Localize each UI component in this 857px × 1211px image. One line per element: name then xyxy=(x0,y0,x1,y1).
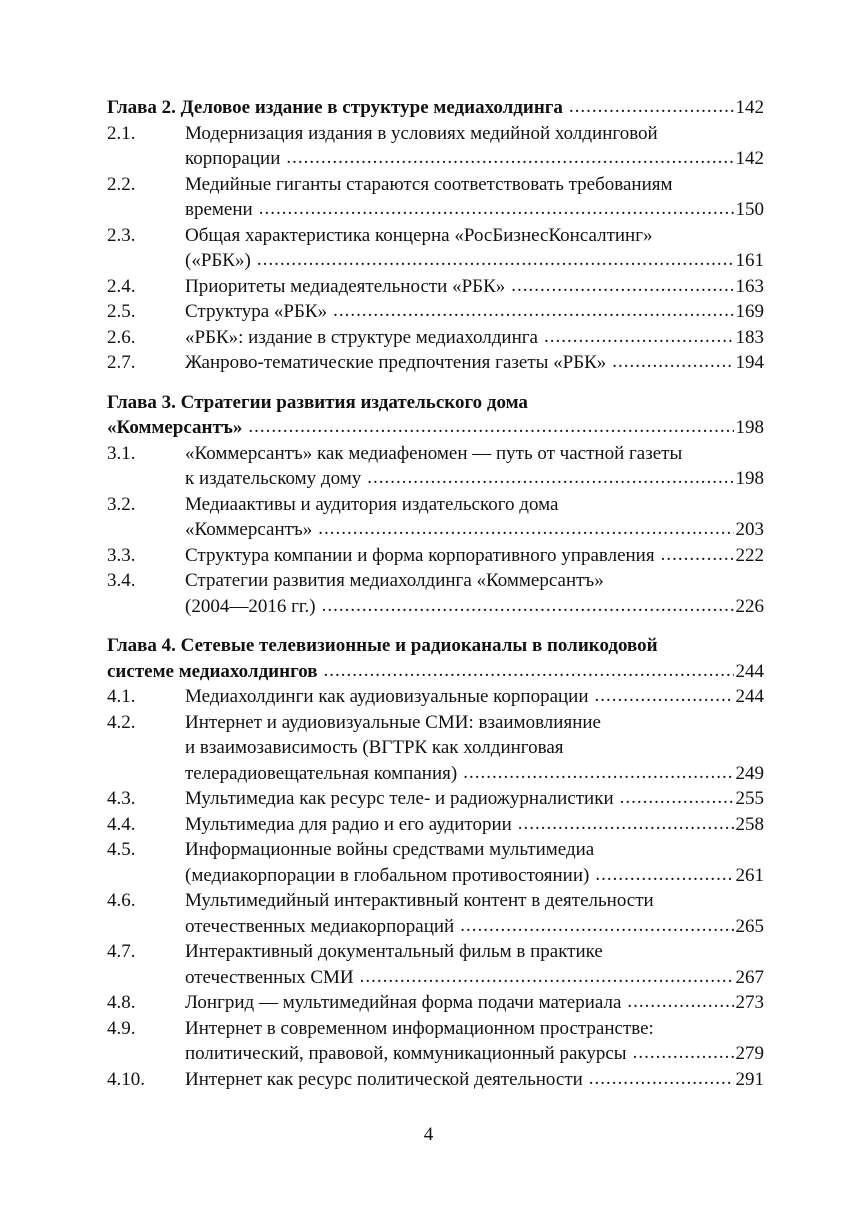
section-title-text: «Коммерсантъ» xyxy=(185,519,313,540)
chapter-heading xyxy=(107,633,764,684)
section-title-line xyxy=(185,543,764,569)
section-number: 2.1. xyxy=(107,122,136,144)
toc-entry xyxy=(107,350,764,376)
section-title-line xyxy=(185,1041,764,1067)
table-of-contents xyxy=(107,95,764,1102)
dot-leader xyxy=(589,1066,734,1092)
section-title-text: Мультимедиа как ресурс теле- и радиожурналистики xyxy=(185,788,614,809)
section-title-line xyxy=(185,786,764,812)
section-title-text: Медийные гиганты стараются соответствовать требованиям xyxy=(185,173,673,195)
dot-leader xyxy=(569,94,734,120)
section-title-line xyxy=(185,812,764,838)
section-title-line xyxy=(185,1016,764,1042)
chapter-heading xyxy=(107,390,764,441)
section-number: 4.5. xyxy=(107,839,136,860)
chapter-title-text: Глава 2. Деловое издание в структуре медиахолдинга xyxy=(107,97,563,118)
section-page-number: 265 xyxy=(735,915,764,937)
section-title-line xyxy=(185,248,764,274)
section-title-text: Общая характеристика концерна «РосБизнесКонсалтинг» xyxy=(185,224,653,246)
section-title-text: Интернет в современном информационном пространстве: xyxy=(185,1017,654,1039)
chapter-title-text: Глава 3. Стратегии развития издательского дома xyxy=(107,391,528,413)
section-page-number: 183 xyxy=(735,326,764,348)
section-page-number: 226 xyxy=(735,595,764,617)
section-number: 4.10. xyxy=(107,1068,145,1090)
section-page-number: 198 xyxy=(735,468,764,489)
toc-entry xyxy=(107,568,764,619)
dot-leader xyxy=(661,542,734,568)
section-title xyxy=(179,1067,764,1093)
section-title-text: Модернизация издания в условиях медийной холдинговой xyxy=(185,122,658,144)
section-title-text: телерадиовещательная компания) xyxy=(185,762,458,784)
section-number: 4.9. xyxy=(107,1017,136,1039)
section-number: 4.3. xyxy=(107,788,136,809)
section-page-number: 169 xyxy=(735,301,764,322)
dot-leader xyxy=(460,913,733,939)
section-title xyxy=(179,350,764,376)
section-page-number: 291 xyxy=(735,1068,764,1090)
dot-leader xyxy=(463,760,733,786)
section-title-text: «Коммерсантъ» как медиафеномен — путь от частной газеты xyxy=(185,442,683,464)
toc-entry xyxy=(107,274,764,300)
section-title xyxy=(179,1016,764,1067)
toc-entry xyxy=(107,888,764,939)
toc-entry xyxy=(107,837,764,888)
dot-leader xyxy=(511,273,733,299)
dot-leader xyxy=(544,324,734,350)
section-title-text: Приоритеты медиадеятельности «РБК» xyxy=(185,275,506,297)
dot-leader xyxy=(633,1040,734,1066)
section-title-text: Интернет как ресурс политической деятельности xyxy=(185,1068,583,1090)
section-title-text: («РБК») xyxy=(185,250,251,271)
chapter-title-text: Глава 4. Сетевые телевизионные и радиоканалы в поликодовой xyxy=(107,635,658,656)
section-page-number: 255 xyxy=(735,788,764,809)
section-title-line xyxy=(185,761,764,787)
section-title-text: корпорации xyxy=(185,148,281,169)
toc-entry xyxy=(107,990,764,1016)
chapter-heading xyxy=(107,95,764,121)
dot-leader xyxy=(248,414,733,440)
section-title-text: Жанрово-тематические предпочтения газеты «РБК» xyxy=(185,352,607,373)
section-number: 4.1. xyxy=(107,686,136,707)
section-page-number: 163 xyxy=(735,275,764,297)
toc-entry xyxy=(107,299,764,325)
chapter-title-text: «Коммерсантъ» xyxy=(107,417,243,438)
section-title xyxy=(179,172,764,223)
section-title xyxy=(179,710,764,787)
section-title-line xyxy=(185,990,764,1016)
section-title-text: Медиахолдинги как аудиовизуальные корпорации xyxy=(185,686,589,707)
section-title-line xyxy=(185,441,764,467)
section-title-line xyxy=(185,735,764,761)
chapter-title-line xyxy=(107,415,764,441)
section-title-line xyxy=(185,863,764,889)
section-title-line xyxy=(185,274,764,300)
section-title-text: Структура «РБК» xyxy=(185,301,328,322)
section-page-number: 150 xyxy=(735,199,764,220)
section-page-number: 267 xyxy=(735,966,764,988)
dot-leader xyxy=(367,465,733,491)
section-title xyxy=(179,121,764,172)
section-title xyxy=(179,325,764,351)
section-number: 2.7. xyxy=(107,352,136,373)
toc-entry xyxy=(107,710,764,787)
section-title-line xyxy=(185,350,764,376)
section-title-text: Лонгрид — мультимедийная форма подачи материала xyxy=(185,992,622,1013)
section-page-number: 142 xyxy=(735,148,764,169)
section-title-text: и взаимозависимость (ВГТРК как холдинговая xyxy=(185,737,564,758)
section-title-line xyxy=(185,146,764,172)
section-title xyxy=(179,888,764,939)
section-number: 3.4. xyxy=(107,570,136,591)
section-title-line xyxy=(185,965,764,991)
section-title-line xyxy=(185,172,764,198)
section-title-line xyxy=(185,888,764,914)
chapter-title-line xyxy=(107,390,764,416)
section-page-number: 222 xyxy=(735,544,764,566)
section-number: 2.5. xyxy=(107,301,136,322)
section-title-line xyxy=(185,325,764,351)
section-title-line xyxy=(185,684,764,710)
toc-entry xyxy=(107,492,764,543)
section-page-number: 279 xyxy=(735,1043,764,1064)
toc-entry xyxy=(107,684,764,710)
section-title-text: отечественных медиакорпораций xyxy=(185,915,455,937)
section-title-text: времени xyxy=(185,199,253,220)
toc-entry xyxy=(107,1016,764,1067)
section-title xyxy=(179,812,764,838)
chapter-page-number: 198 xyxy=(735,417,764,438)
dot-leader xyxy=(518,811,734,837)
section-title-line xyxy=(185,914,764,940)
section-page-number: 194 xyxy=(735,352,764,373)
section-title xyxy=(179,441,764,492)
dot-leader xyxy=(286,145,733,171)
section-number: 3.1. xyxy=(107,442,136,464)
section-number: 2.4. xyxy=(107,275,136,297)
chapter-title-line xyxy=(107,659,764,685)
section-page-number: 258 xyxy=(735,813,764,835)
section-page-number: 261 xyxy=(735,864,764,886)
section-title xyxy=(179,786,764,812)
section-title-line xyxy=(185,223,764,249)
chapter-block xyxy=(107,95,764,376)
chapter-block xyxy=(107,390,764,620)
section-number: 3.2. xyxy=(107,493,136,515)
dot-leader xyxy=(259,196,734,222)
chapter-block xyxy=(107,633,764,1092)
toc-entry xyxy=(107,325,764,351)
dot-leader xyxy=(318,516,733,542)
section-page-number: 249 xyxy=(735,762,764,784)
section-title-line xyxy=(185,568,764,594)
page-number: 4 xyxy=(423,1124,434,1145)
section-title-line xyxy=(185,939,764,965)
section-title-line xyxy=(185,492,764,518)
dot-leader xyxy=(322,593,734,619)
section-number: 2.3. xyxy=(107,224,136,246)
section-title-line xyxy=(185,466,764,492)
section-title xyxy=(179,223,764,274)
section-title xyxy=(179,299,764,325)
chapter-title-text: системе медиахолдингов xyxy=(107,660,318,682)
toc-entry xyxy=(107,172,764,223)
chapter-page-number: 244 xyxy=(735,660,764,682)
section-number: 4.4. xyxy=(107,813,136,835)
section-title xyxy=(179,492,764,543)
section-title-text: Мультимедиа для радио и его аудитории xyxy=(185,813,512,835)
dot-leader xyxy=(595,862,733,888)
section-title xyxy=(179,684,764,710)
section-number: 2.2. xyxy=(107,173,136,195)
section-page-number: 161 xyxy=(735,250,764,271)
section-title-line xyxy=(185,197,764,223)
dot-leader xyxy=(360,964,734,990)
dot-leader xyxy=(324,658,734,684)
chapter-page-number: 142 xyxy=(735,97,764,118)
section-title xyxy=(179,543,764,569)
section-title-text: Мультимедийный интерактивный контент в деятельности xyxy=(185,890,654,911)
toc-entry xyxy=(107,939,764,990)
section-title-text: Информационные войны средствами мультимедиа xyxy=(185,839,595,860)
section-title xyxy=(179,568,764,619)
section-number: 3.3. xyxy=(107,544,136,566)
dot-leader xyxy=(595,683,734,709)
section-title xyxy=(179,939,764,990)
chapter-title-line xyxy=(107,95,764,121)
section-number: 4.6. xyxy=(107,890,136,911)
section-title-text: Стратегии развития медиахолдинга «Коммерсантъ» xyxy=(185,570,604,591)
dot-leader xyxy=(620,785,734,811)
section-page-number: 203 xyxy=(735,519,764,540)
section-title xyxy=(179,274,764,300)
section-number: 4.2. xyxy=(107,711,136,733)
section-title-line xyxy=(185,517,764,543)
section-page-number: 273 xyxy=(735,992,764,1013)
section-title-line xyxy=(185,121,764,147)
section-title xyxy=(179,837,764,888)
toc-entry xyxy=(107,1067,764,1093)
section-title xyxy=(179,990,764,1016)
section-title-text: Структура компании и форма корпоративного управления xyxy=(185,544,655,566)
section-title-text: (медиакорпорации в глобальном противостоянии) xyxy=(185,864,590,886)
section-title-line xyxy=(185,594,764,620)
section-title-text: Интернет и аудиовизуальные СМИ: взаимовлияние xyxy=(185,711,601,733)
section-title-text: Медиаактивы и аудитория издательского дома xyxy=(185,493,559,515)
section-number: 4.7. xyxy=(107,941,136,962)
toc-entry xyxy=(107,812,764,838)
section-title-line xyxy=(185,299,764,325)
section-page-number: 244 xyxy=(735,686,764,707)
section-title-text: «РБК»: издание в структуре медиахолдинга xyxy=(185,326,538,348)
section-title-text: к издательскому дому xyxy=(185,468,362,489)
section-title-line xyxy=(185,710,764,736)
section-title-text: Интерактивный документальный фильм в практике xyxy=(185,941,603,962)
section-title-line xyxy=(185,1067,764,1093)
dot-leader xyxy=(627,989,733,1015)
chapter-title-line xyxy=(107,633,764,659)
section-title-text: отечественных СМИ xyxy=(185,966,354,988)
toc-entry xyxy=(107,223,764,274)
section-title-line xyxy=(185,837,764,863)
toc-entry xyxy=(107,441,764,492)
toc-entry xyxy=(107,543,764,569)
section-title-text: политический, правовой, коммуникационный ракурсы xyxy=(185,1043,627,1064)
toc-entry xyxy=(107,786,764,812)
section-title-text: (2004—2016 гг.) xyxy=(185,595,316,617)
section-number: 2.6. xyxy=(107,326,136,348)
dot-leader xyxy=(612,349,733,375)
section-number: 4.8. xyxy=(107,992,136,1013)
toc-entry xyxy=(107,121,764,172)
dot-leader xyxy=(257,247,734,273)
dot-leader xyxy=(333,298,733,324)
